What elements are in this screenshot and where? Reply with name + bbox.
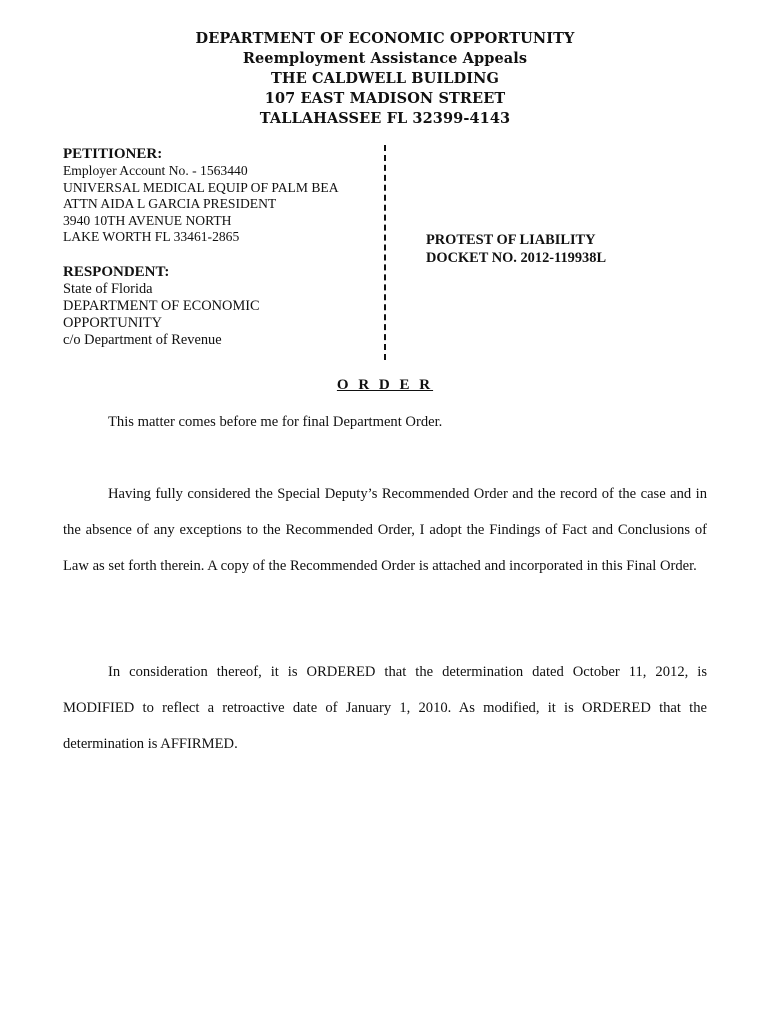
petitioner-name: UNIVERSAL MEDICAL EQUIP OF PALM BEA — [63, 179, 339, 195]
agency-name: DEPARTMENT OF ECONOMIC OPPORTUNITY — [195, 30, 575, 47]
agency-street: 107 EAST MADISON STREET — [264, 90, 506, 107]
petitioner-label: PETITIONER: — [63, 146, 163, 162]
agency-city: TALLAHASSEE FL 32399-4143 — [259, 110, 511, 127]
case-caption-parties — [63, 146, 363, 349]
respondent-block — [63, 264, 363, 349]
docket-number: DOCKET NO. 2012-119938L — [426, 250, 607, 266]
respondent-care-of: c/o Department of Revenue — [63, 331, 222, 348]
petitioner-attention: ATTN AIDA L GARCIA PRESIDENT — [63, 196, 277, 211]
petitioner-block — [63, 146, 363, 246]
order-paragraph: In consideration thereof, it is ORDERED that the determination dated October 11, 2012, is MODIFIED to reflect a retroactive date of January 1, 2010. As modified, it is ORDERED that the determination is AFFIRMED. — [63, 664, 707, 752]
order-heading: O R D E R — [336, 377, 434, 393]
respondent-state: State of Florida — [63, 280, 153, 297]
case-caption-title — [426, 231, 606, 267]
petitioner-account: Employer Account No. - 1563440 — [63, 163, 248, 178]
case-type: PROTEST OF LIABILITY — [426, 232, 596, 248]
caption-divider — [384, 145, 386, 360]
respondent-label: RESPONDENT: — [63, 263, 170, 280]
respondent-department-cont: OPPORTUNITY — [63, 314, 163, 331]
respondent-department: DEPARTMENT OF ECONOMIC — [63, 297, 260, 314]
petitioner-city: LAKE WORTH FL 33461-2865 — [63, 229, 240, 244]
petitioner-street: 3940 10TH AVENUE NORTH — [63, 212, 232, 228]
order-paragraph: This matter comes before me for final Department Order. — [108, 414, 443, 430]
agency-division: Reemployment Assistance Appeals — [242, 50, 528, 67]
agency-header — [0, 29, 770, 129]
order-paragraph: Having fully considered the Special Deputy’s Recommended Order and the record of the case and in the absence of any exceptions to the Recommended Order, I adopt the Findings of Fact and Conclusions of Law as set forth therein. A copy of the Recommended Order is attached and incorporated in this Final Order. — [63, 486, 707, 574]
agency-building: THE CALDWELL BUILDING — [271, 70, 499, 87]
